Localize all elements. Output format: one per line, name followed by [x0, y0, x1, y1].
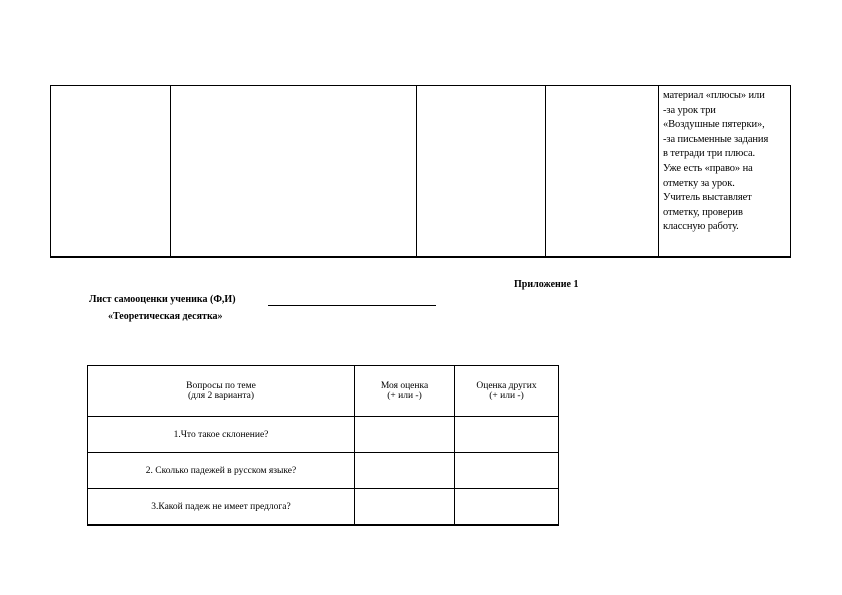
table-row — [88, 417, 559, 453]
others-score-cell — [455, 489, 559, 526]
my-score-cell — [355, 489, 455, 526]
last-cell-text — [663, 89, 789, 235]
table-row — [88, 453, 559, 489]
cell-line: Уже есть «право» на — [663, 162, 753, 174]
cell-line: Учитель выставляет — [663, 192, 752, 204]
sheet-title: Лист самооценки ученика (Ф,И) — [89, 294, 236, 305]
column-divider-1 — [170, 85, 171, 258]
header-others-score — [455, 366, 559, 417]
sheet-subtitle: «Теоретическая десятка» — [108, 311, 223, 322]
cell-line: материал «плюсы» или — [663, 90, 765, 101]
my-score-cell — [355, 417, 455, 453]
table-header-row — [88, 366, 559, 417]
header-my-score-line2: (+ или -) — [387, 391, 422, 401]
cell-line: отметку, проверив — [663, 206, 743, 218]
column-divider-3 — [545, 85, 546, 258]
cell-line: «Воздушные пятерки», — [663, 119, 765, 131]
self-assessment-table — [87, 365, 559, 526]
cell-line: -за письменные задания — [663, 133, 769, 145]
header-my-score — [355, 366, 455, 417]
table-row — [88, 489, 559, 526]
header-others-score-line2: (+ или -) — [489, 391, 524, 401]
cell-line: -за урок три — [663, 104, 716, 116]
table-border-right — [790, 85, 791, 258]
cell-line: отметку за урок. — [663, 177, 735, 189]
question-cell: 3.Какой падеж не имеет предлога? — [88, 489, 355, 526]
header-questions-line2: (для 2 варианта) — [188, 391, 254, 401]
question-cell: 1.Что такое склонение? — [88, 417, 355, 453]
header-others-score-line1: Оценка других — [476, 381, 537, 391]
my-score-cell — [355, 453, 455, 489]
column-divider-4 — [658, 85, 659, 258]
name-underline — [268, 305, 436, 306]
others-score-cell — [455, 453, 559, 489]
appendix-label: Приложение 1 — [514, 279, 579, 290]
cell-line: классную работу. — [663, 221, 739, 233]
question-cell: 2. Сколько падежей в русском языке? — [88, 453, 355, 489]
header-questions — [88, 366, 355, 417]
cell-line: в тетради три плюса. — [663, 148, 756, 160]
others-score-cell — [455, 417, 559, 453]
header-my-score-line1: Моя оценка — [380, 381, 429, 391]
header-questions-line1: Вопросы по теме — [186, 381, 256, 391]
column-divider-2 — [416, 85, 417, 258]
